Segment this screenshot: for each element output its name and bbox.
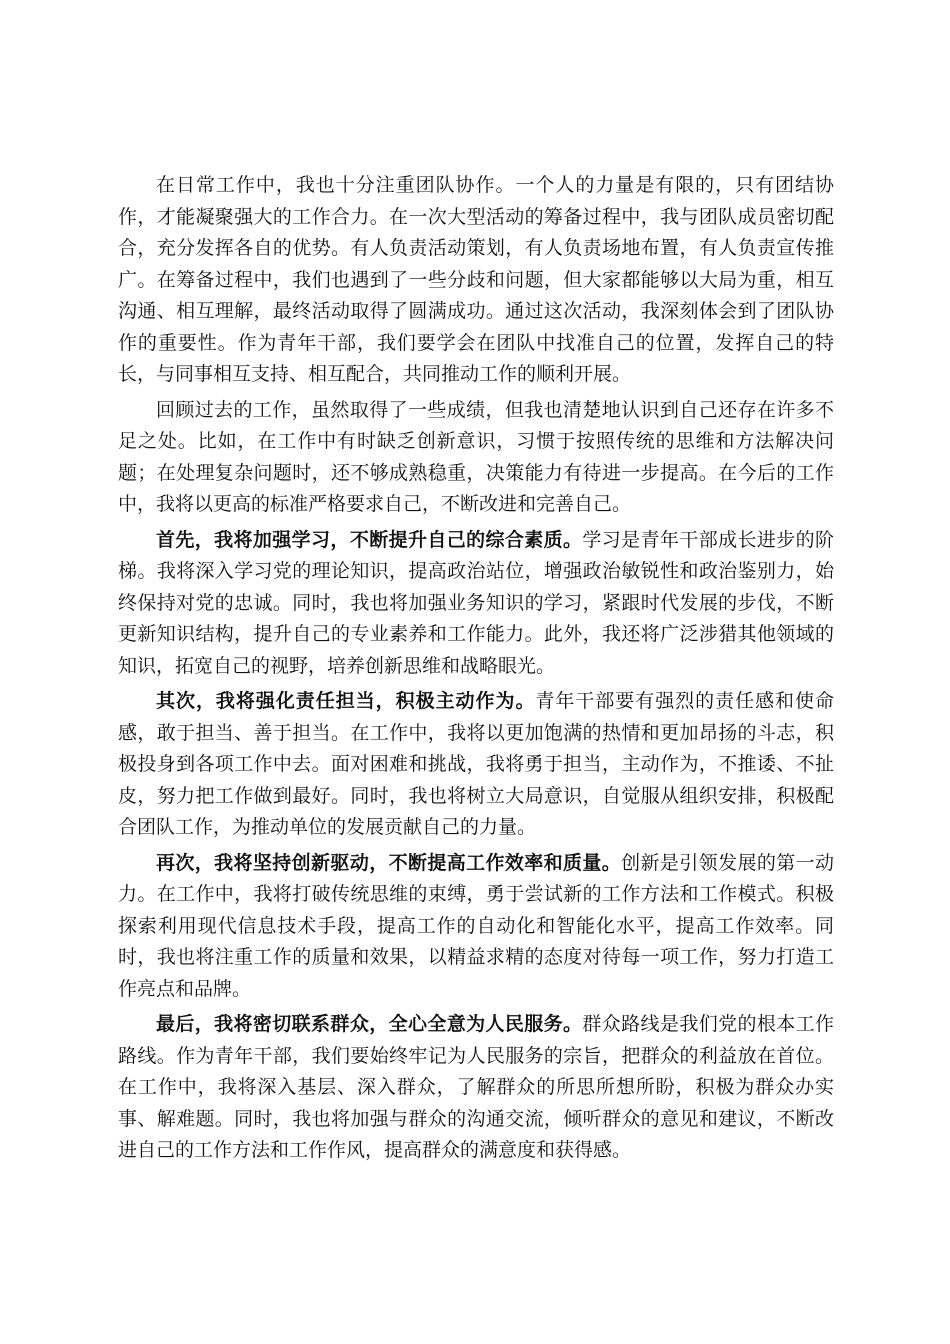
paragraph-lead: 最后，我将密切联系群众，全心全意为人民服务。 (156, 1013, 583, 1035)
paragraph-lead: 首先，我将加强学习，不断提升自己的综合素质。 (156, 528, 583, 551)
paragraph-text: 在日常工作中，我也十分注重团队协作。一个人的力量是有限的，只有团结协作，才能凝聚强大的工作合力。在一次大型活动的筹备过程中，我与团队成员密切配合，充分发挥各自的优势。有人负责活动策划，有人负责场地布置，有人负责宣传推广。在筹备过程中，我们也遇到了一些分歧和问题，但大家都能够以大局为重，相互沟通、相互理解，最终活动取得了圆满成功。通过这次活动，我深刻体会到了团队协作的重要性。作为青年干部，我们要学会在团队中找准自己的位置，发挥自己的特长，与同事相互支持、相互配合，共同推动工作的顺利开展。 (118, 174, 834, 385)
paragraph-lead: 再次，我将坚持创新驱动，不断提高工作效率和质量。 (156, 851, 622, 874)
paragraph-third-innovation (118, 848, 834, 1006)
document-body (118, 170, 834, 1171)
paragraph-text: 回顾过去的工作，虽然取得了一些成绩，但我也清楚地认识到自己还存在许多不足之处。比如，在工作中有时缺乏创新意识，习惯于按照传统的思维和方法解决问题；在处理复杂问题时，还不够成熟稳重，决策能力有待进一步提高。在今后的工作中，我将以更高的标准严格要求自己，不断改进和完善自己。 (118, 398, 834, 515)
paragraph-last-masses (118, 1009, 834, 1167)
paragraph-second-responsibility (118, 686, 834, 844)
paragraph-text: 青年干部要有强烈的责任感和使命感，敢于担当、善于担当。在工作中，我将以更加饱满的热情和更加昂扬的斗志，积极投身到各项工作中去。面对困难和挑战，我将勇于担当，主动作为，不推诿、不扯皮，努力把工作做到最好。同时，我也将树立大局意识，自觉服从组织安排，积极配合团队工作，为推动单位的发展贡献自己的力量。 (118, 690, 834, 838)
paragraph-text: 群众路线是我们党的根本工作路线。作为青年干部，我们要始终牢记为人民服务的宗旨，把群众的利益放在首位。在工作中，我将深入基层、深入群众，了解群众的所思所想所盼，积极为群众办实事、解难题。同时，我也将加强与群众的沟通交流，倾听群众的意见和建议，不断改进自己的工作方法和工作作风，提高群众的满意度和获得感。 (118, 1013, 834, 1161)
paragraph-text: 创新是引领发展的第一动力。在工作中，我将打破传统思维的束缚，勇于尝试新的工作方法和工作模式。积极探索利用现代信息技术手段，提高工作的自动化和智能化水平，提高工作效率。同时，我也将注重工作的质量和效果，以精益求精的态度对待每一项工作，努力打造工作亮点和品牌。 (118, 851, 834, 1000)
paragraph-review (118, 395, 834, 521)
paragraph-text: 学习是青年干部成长进步的阶梯。我将深入学习党的理论知识，提高政治站位，增强政治敏锐性和政治鉴别力，始终保持对党的忠诚。同时，我也将加强业务知识的学习，紧跟时代发展的步伐，不断更新知识结构，提升自己的专业素养和工作能力。此外，我还将广泛涉猎其他领域的知识，拓宽自己的视野，培养创新思维和战略眼光。 (118, 528, 834, 677)
paragraph-lead: 其次，我将强化责任担当，积极主动作为。 (156, 690, 536, 712)
paragraph-first-learning (118, 525, 834, 683)
paragraph-teamwork (118, 170, 834, 391)
